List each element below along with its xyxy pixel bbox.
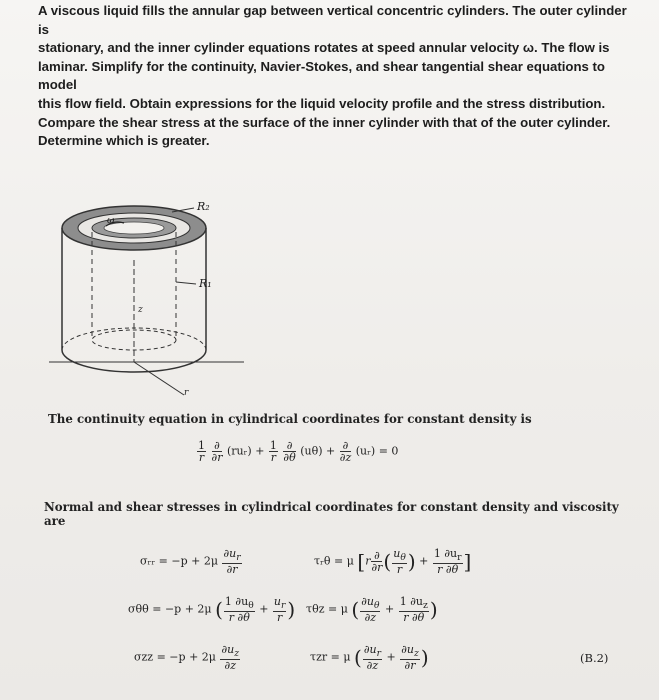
numerator: 1 bbox=[198, 439, 205, 452]
paren: ( bbox=[215, 597, 223, 622]
denominator: r ∂θ bbox=[228, 611, 250, 625]
sigma-rr-equation bbox=[140, 548, 243, 575]
omega-label: ω bbox=[107, 216, 115, 226]
equation-lhs: σθθ = −p + 2μ bbox=[128, 602, 212, 616]
numerator: 1 $\partial u_\theta$ bbox=[224, 595, 254, 612]
denominator: r ∂θ bbox=[403, 611, 425, 625]
numerator: $u_\theta$ bbox=[393, 547, 406, 564]
fraction bbox=[283, 440, 295, 463]
outer-radius-label: R₂ bbox=[197, 200, 210, 213]
paren: ) bbox=[407, 549, 416, 574]
numerator: $\partial u_r$ bbox=[223, 547, 241, 564]
numerator: $\partial u_z$ bbox=[401, 643, 419, 660]
equation-term: r bbox=[365, 554, 371, 568]
equation-lhs: σzz = −p + 2μ bbox=[134, 650, 216, 664]
numerator: $\partial u_r$ bbox=[363, 643, 381, 660]
sigma-tt-equation: σθθ = −p + 2μ ( $\frac{1 \partial u_\theta}{r \partial\theta}$ + $\frac{u_r}{r}$ ) bbox=[128, 595, 296, 625]
fraction bbox=[222, 548, 241, 575]
problem-line: laminar. Simplify for the continuity, Navier-Stokes, and shear tangential shear equations to model bbox=[38, 58, 605, 93]
continuity-equation bbox=[196, 440, 398, 463]
paren: ] bbox=[463, 549, 472, 574]
denominator: r bbox=[277, 611, 283, 625]
fraction bbox=[224, 596, 255, 623]
paren: ( bbox=[351, 597, 360, 622]
equation-term: (uᵣ) = 0 bbox=[355, 444, 399, 458]
fraction bbox=[400, 644, 420, 671]
problem-line: stationary, and the inner cylinder equations rotates at speed annular velocity ω. The flow is bbox=[38, 40, 610, 56]
problem-statement bbox=[38, 2, 638, 151]
fraction bbox=[392, 548, 407, 575]
denominator: ∂r bbox=[211, 451, 223, 464]
numerator: $u_r$ bbox=[273, 595, 286, 612]
r1-leader bbox=[176, 282, 196, 284]
problem-line: A viscous liquid fills the annular gap between vertical concentric cylinders. The outer cylinder is bbox=[38, 3, 627, 37]
tau-theta-z-equation: τθz = μ ( $\frac{\partial u_\theta}{\partial z}$ + $\frac{1 \partial u_z}{r \partial\theta}$ ) bbox=[306, 595, 438, 625]
paren: ) bbox=[287, 597, 296, 622]
fraction bbox=[212, 440, 223, 463]
equation-term: (ruᵣ) + bbox=[226, 444, 265, 458]
equation-lhs: τzr = μ bbox=[310, 650, 351, 664]
sigma-zz-equation bbox=[134, 644, 241, 671]
denominator: r bbox=[396, 563, 403, 577]
numerator: 1 $\partial u_z$ bbox=[399, 595, 428, 612]
numerator: ∂ bbox=[283, 440, 295, 452]
fraction bbox=[433, 548, 463, 575]
denominator: ∂z bbox=[224, 659, 236, 673]
inner-radius-label: R₁ bbox=[199, 277, 212, 290]
fraction bbox=[363, 644, 382, 671]
numerator: 1 $\partial u_r$ bbox=[433, 547, 462, 564]
fraction bbox=[371, 550, 382, 573]
denominator: ∂θ bbox=[283, 451, 296, 464]
problem-line: this flow field. Obtain expressions for the liquid velocity profile and the stress distribution. bbox=[38, 95, 606, 111]
denominator: r bbox=[198, 451, 205, 464]
r-label: r bbox=[184, 388, 189, 398]
tau-r-theta-equation: τᵣθ = μ [r $\frac{\partial}{\partial r}$ ( $\frac{u_\theta}{r}$ ) + $\frac{1 \partial u_r}{r \partial\theta}$ ] bbox=[314, 547, 472, 577]
denominator: r bbox=[270, 451, 277, 464]
paren: ) bbox=[429, 597, 438, 622]
numerator: 1 bbox=[269, 439, 277, 452]
concentric-cylinders-figure bbox=[44, 190, 254, 405]
z-label: z bbox=[138, 305, 143, 315]
fraction bbox=[269, 440, 278, 463]
fraction bbox=[340, 440, 351, 463]
tau-z-r-equation: τzr = μ ( $\frac{\partial u_r}{\partial z}$ + $\frac{\partial u_z}{\partial r}$ ) bbox=[310, 643, 429, 673]
stress-caption-cont: are bbox=[44, 514, 66, 528]
fraction bbox=[273, 596, 286, 623]
cylinder-diagram bbox=[44, 190, 254, 405]
equation-lhs: τᵣθ = μ bbox=[314, 554, 354, 568]
numerator: ∂ bbox=[212, 440, 223, 452]
equation-lhs: σᵣᵣ = −p + 2μ bbox=[140, 554, 218, 568]
paren: [ bbox=[357, 549, 366, 574]
denominator: ∂r bbox=[226, 563, 238, 577]
denominator: ∂z bbox=[364, 611, 377, 625]
numerator: $\partial u_z$ bbox=[221, 643, 240, 660]
fraction bbox=[197, 440, 206, 463]
numerator: ∂ bbox=[371, 550, 382, 562]
stress-caption: Normal and shear stresses in cylindrical coordinates for constant density and viscosity bbox=[44, 500, 619, 514]
numerator: $\partial u_\theta$ bbox=[361, 595, 380, 612]
equation-lhs: τθz = μ bbox=[306, 602, 348, 616]
denominator: ∂r bbox=[371, 561, 383, 575]
problem-line: Determine which is greater. bbox=[38, 133, 210, 149]
r-axis bbox=[134, 362, 184, 395]
fraction bbox=[399, 596, 429, 623]
denominator: ∂r bbox=[404, 659, 416, 673]
denominator: ∂z bbox=[366, 659, 379, 673]
continuity-caption: The continuity equation in cylindrical coordinates for constant density is bbox=[48, 412, 532, 426]
paren: ( bbox=[383, 549, 392, 574]
paren: ( bbox=[354, 645, 362, 670]
equation-term: (uθ) + bbox=[300, 444, 336, 458]
problem-line: Compare the shear stress at the surface of the inner cylinder with that of the outer cylinder. bbox=[38, 114, 611, 130]
denominator: ∂z bbox=[339, 451, 352, 464]
equation-number: (B.2) bbox=[580, 651, 609, 665]
fraction bbox=[220, 644, 240, 671]
denominator: r ∂θ bbox=[437, 563, 459, 577]
paren: ) bbox=[420, 645, 429, 670]
fraction bbox=[360, 596, 380, 623]
numerator: ∂ bbox=[340, 440, 351, 452]
